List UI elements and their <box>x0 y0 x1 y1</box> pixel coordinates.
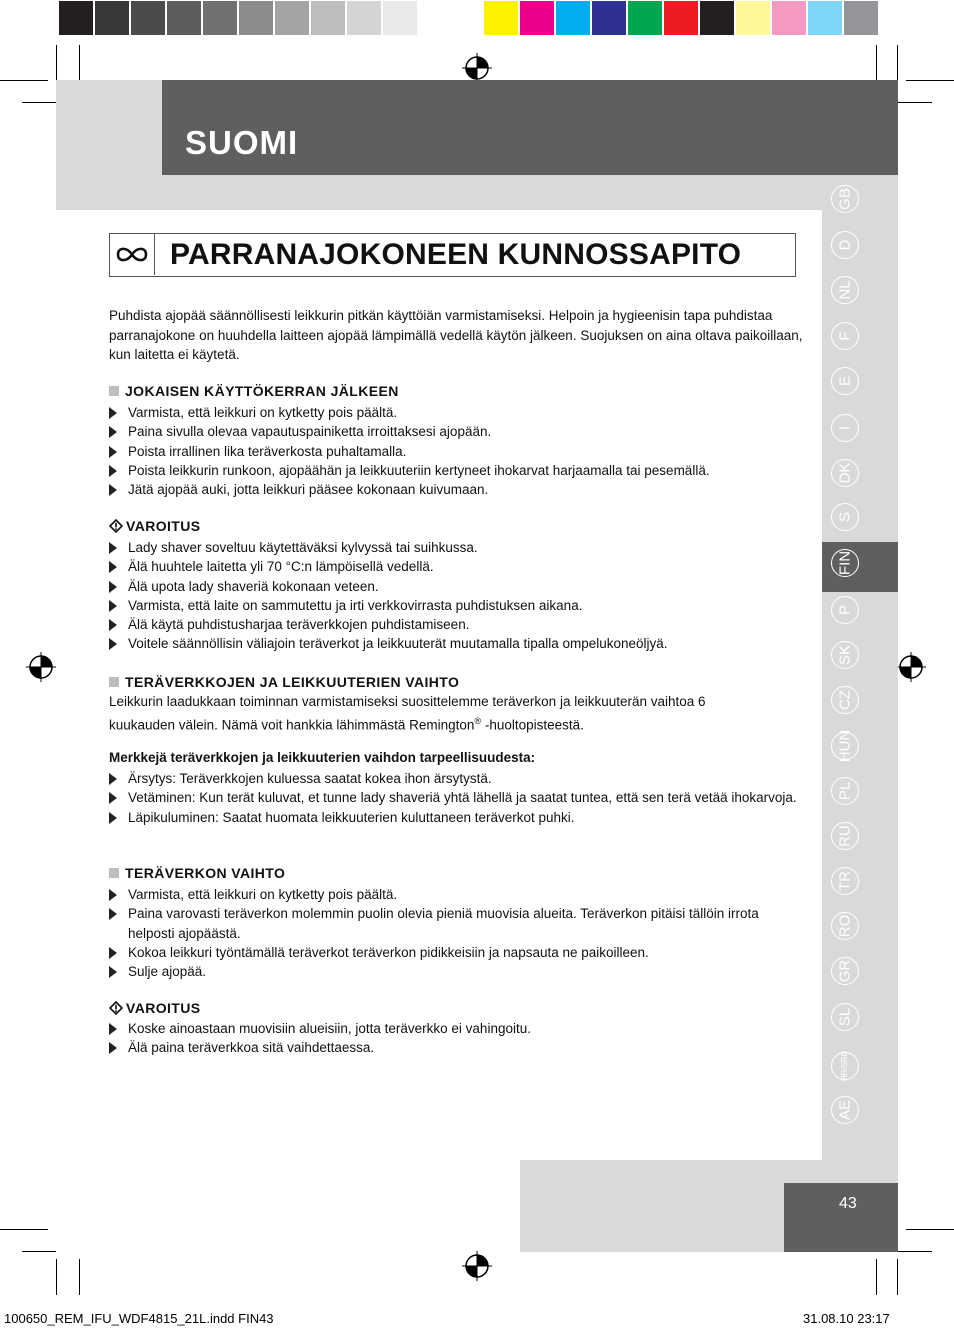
section-square-icon <box>109 677 119 687</box>
registration-mark-icon <box>26 652 56 682</box>
language-tab-fin[interactable] <box>831 549 859 577</box>
color-swatch <box>519 0 555 36</box>
language-tab-label: F <box>836 331 854 341</box>
color-calibration-bar-gray <box>58 0 454 38</box>
language-tab-sk[interactable] <box>831 641 859 669</box>
crop-mark <box>56 1259 57 1295</box>
color-swatch <box>58 0 94 36</box>
language-tab-hr-srb[interactable] <box>831 1052 859 1080</box>
language-tab-f[interactable] <box>831 322 859 350</box>
color-swatch <box>382 0 418 36</box>
language-tab-gr[interactable] <box>831 957 859 985</box>
section-title-box <box>109 233 796 277</box>
maintenance-infinity-icon <box>110 234 155 275</box>
list-item: Kokoa leikkuri työntämällä teräverkot teräverkon pidikkeisiin ja napsauta ne paikoilleen. <box>109 943 809 962</box>
page-number: 43 <box>839 1195 857 1212</box>
language-tab-p[interactable] <box>831 596 859 624</box>
list-item: Jätä ajopää auki, jotta leikkuri pääsee kokonaan kuivumaan. <box>109 480 809 499</box>
crop-mark <box>876 45 877 81</box>
crop-mark <box>876 1259 877 1295</box>
foil-replacement-heading: TERÄVERKON VAIHTO <box>109 865 285 881</box>
section-square-icon <box>109 868 119 878</box>
language-tab-label: RO <box>836 914 854 938</box>
language-tab-e[interactable] <box>831 367 859 395</box>
list-item: Lady shaver soveltuu käytettäväksi kylvyssä tai suihkussa. <box>109 538 809 557</box>
after-each-use-heading: JOKAISEN KÄYTTÖKERRAN JÄLKEEN <box>109 383 399 399</box>
language-tab-label: S <box>836 511 854 523</box>
language-tab-gb[interactable] <box>831 185 859 213</box>
list-item: Älä paina teräverkkoa sitä vaihdettaessa. <box>109 1038 809 1057</box>
language-tab-hun[interactable] <box>831 729 859 763</box>
color-swatch <box>238 0 274 36</box>
replacement-paragraph: Leikkurin laadukkaan toiminnan varmistamiseksi suosittelemme teräverkon ja leikkuuterän vaihtoa 6 kuukauden välein. Nämä voit hankkia lähimmästä Remington® -huoltopisteestä. <box>109 694 706 732</box>
crop-mark <box>898 102 932 103</box>
list-item: Älä huuhtele laitetta yli 70 °C:n lämpöisellä vedellä. <box>109 557 809 576</box>
language-tab-label: GR <box>836 959 854 983</box>
crop-mark <box>79 45 80 81</box>
registration-mark-icon <box>462 53 492 83</box>
list-item: Koske ainoastaan muovisiin alueisiin, jotta teräverkko ei vahingoitu. <box>109 1019 809 1038</box>
color-swatch <box>555 0 591 36</box>
language-tab-label: GB <box>836 188 854 210</box>
color-swatch <box>166 0 202 36</box>
language-tab-s[interactable] <box>831 503 859 531</box>
language-tab-nl[interactable] <box>831 276 859 304</box>
language-tab-label: I <box>836 425 854 431</box>
language-tab-tr[interactable] <box>831 867 859 895</box>
language-tab-label: TR <box>836 871 854 891</box>
replacement-heading: TERÄVERKKOJEN JA LEIKKUUTERIEN VAIHTO <box>109 674 459 690</box>
color-swatch <box>483 0 519 36</box>
color-swatch <box>591 0 627 36</box>
list-item: Voitele säännöllisin väliajoin teräverkot ja leikkuuterät muutamalla tipalla ompelukoneöljyä. <box>109 634 809 653</box>
color-swatch <box>346 0 382 36</box>
language-tab-ru[interactable] <box>831 822 859 850</box>
section-square-icon <box>109 386 119 396</box>
language-tab-ae[interactable] <box>831 1096 859 1124</box>
language-tab-label: DK <box>836 462 854 484</box>
list-item: Varmista, että leikkuri on kytketty pois päältä. <box>109 885 809 904</box>
list-item: Varmista, että laite on sammutettu ja irti verkkovirrasta puhdistuksen aikana. <box>109 596 809 615</box>
intro-paragraph: Puhdista ajopää säännöllisesti leikkurin pitkän käyttöiän varmistamiseksi. Helpoin ja hygieenisin tapa puhdistaa parranajokone on huuhdella laitteen ajopää lämpimällä vedellä käytön jälkeen. Suojuksen on aina oltava paikoillaan, kun laitetta ei käytetä. <box>109 308 803 362</box>
list-item: Poista irrallinen lika teräverkosta puhaltamalla. <box>109 442 809 461</box>
section-title: PARRANAJOKONEEN KUNNOSSAPITO <box>170 238 742 271</box>
list-item: Varmista, että leikkuri on kytketty pois päältä. <box>109 403 809 422</box>
language-tab-label: AE <box>836 1099 854 1121</box>
color-swatch <box>274 0 310 36</box>
language-tab-d[interactable] <box>831 231 859 259</box>
foil-replacement-list <box>109 885 809 981</box>
footer-date: 31.08.10 23:17 <box>803 1311 890 1326</box>
language-tab-ro[interactable] <box>831 912 859 940</box>
color-swatch <box>843 0 879 36</box>
crop-mark <box>22 102 56 103</box>
warning-list <box>109 538 809 654</box>
language-tab-label: CZ <box>836 690 854 710</box>
language-tab-label: HUN <box>836 729 854 763</box>
language-tab-label: SL <box>836 1007 854 1027</box>
color-swatch <box>771 0 807 36</box>
language-tab-label: D <box>836 239 854 251</box>
language-tab-i[interactable] <box>831 414 859 442</box>
color-swatch <box>663 0 699 36</box>
color-swatch <box>807 0 843 36</box>
warning-list <box>109 1019 809 1058</box>
crop-mark <box>898 1251 932 1252</box>
warning-diamond-icon <box>109 519 123 534</box>
list-item: Älä upota lady shaveriä kokonaan veteen. <box>109 577 809 596</box>
crop-mark <box>906 80 954 81</box>
crop-mark <box>22 1251 56 1252</box>
color-calibration-bar-color <box>483 0 879 38</box>
crop-mark <box>56 45 57 81</box>
crop-mark <box>897 1259 898 1295</box>
language-tab-label: PL <box>836 781 854 801</box>
page-title: SUOMI <box>185 124 299 161</box>
footer-file-info: 100650_REM_IFU_WDF4815_21L.indd FIN43 <box>4 1311 274 1326</box>
list-item: Poista leikkurin runkoon, ajopäähän ja leikkuuteriin kertyneet ihokarvat harjaamalla tai pesemällä. <box>109 461 809 480</box>
language-tab-dk[interactable] <box>831 459 859 487</box>
signs-list <box>109 769 809 827</box>
list-item: Sulje ajopää. <box>109 962 809 981</box>
crop-mark <box>0 80 48 81</box>
list-item: Ärsytys: Teräverkkojen kuluessa saatat kokea ihon ärsytystä. <box>109 769 809 788</box>
warning-heading: VAROITUS <box>109 1000 201 1016</box>
crop-mark <box>897 45 898 81</box>
language-tab-label: FIN <box>836 550 854 576</box>
color-swatch <box>202 0 238 36</box>
page-number-box <box>784 1183 898 1252</box>
list-item: Vetäminen: Kun terät kuluvat, et tunne lady shaveriä yhtä lähellä ja saatat tuntea, että sen terä vetää ihokarvoja. <box>109 788 809 807</box>
language-tab-label: P <box>836 604 854 616</box>
language-tab-label: SK <box>836 644 854 666</box>
language-tab-label: NL <box>836 280 854 300</box>
color-swatch <box>735 0 771 36</box>
color-swatch <box>627 0 663 36</box>
crop-mark <box>0 1229 48 1230</box>
language-tab-sl[interactable] <box>831 1003 859 1031</box>
warning-diamond-icon <box>109 1001 123 1016</box>
color-swatch <box>130 0 166 36</box>
list-item: Paina sivulla olevaa vapautuspainiketta irroittaksesi ajopään. <box>109 422 809 441</box>
color-swatch <box>699 0 735 36</box>
after-each-use-list <box>109 403 809 499</box>
language-tab-label: RU <box>836 825 854 847</box>
language-tab-label: HR/SRB <box>840 1050 849 1082</box>
list-item: Paina varovasti teräverkon molemmin puolin olevia pieniä muovisia alueita. Teräverkon pitäisi tällöin irrota helposti ajopäästä. <box>109 904 809 943</box>
warning-heading: VAROITUS <box>109 518 201 534</box>
color-swatch <box>94 0 130 36</box>
language-tab-pl[interactable] <box>831 777 859 805</box>
registration-mark-icon <box>896 652 926 682</box>
language-tab-label: E <box>836 375 854 387</box>
color-swatch <box>418 0 454 36</box>
crop-mark <box>79 1259 80 1295</box>
signs-heading: Merkkejä teräverkkojen ja leikkuuterien vaihdon tarpeellisuudesta: <box>109 750 536 765</box>
registration-mark-icon <box>462 1251 492 1281</box>
list-item: Läpikuluminen: Saatat huomata leikkuuterien kuluttaneen teräverkot puhki. <box>109 808 809 827</box>
crop-mark <box>906 1229 954 1230</box>
language-tab-cz[interactable] <box>831 686 859 714</box>
color-swatch <box>310 0 346 36</box>
list-item: Älä käytä puhdistusharjaa teräverkkojen puhdistamiseen. <box>109 615 809 634</box>
